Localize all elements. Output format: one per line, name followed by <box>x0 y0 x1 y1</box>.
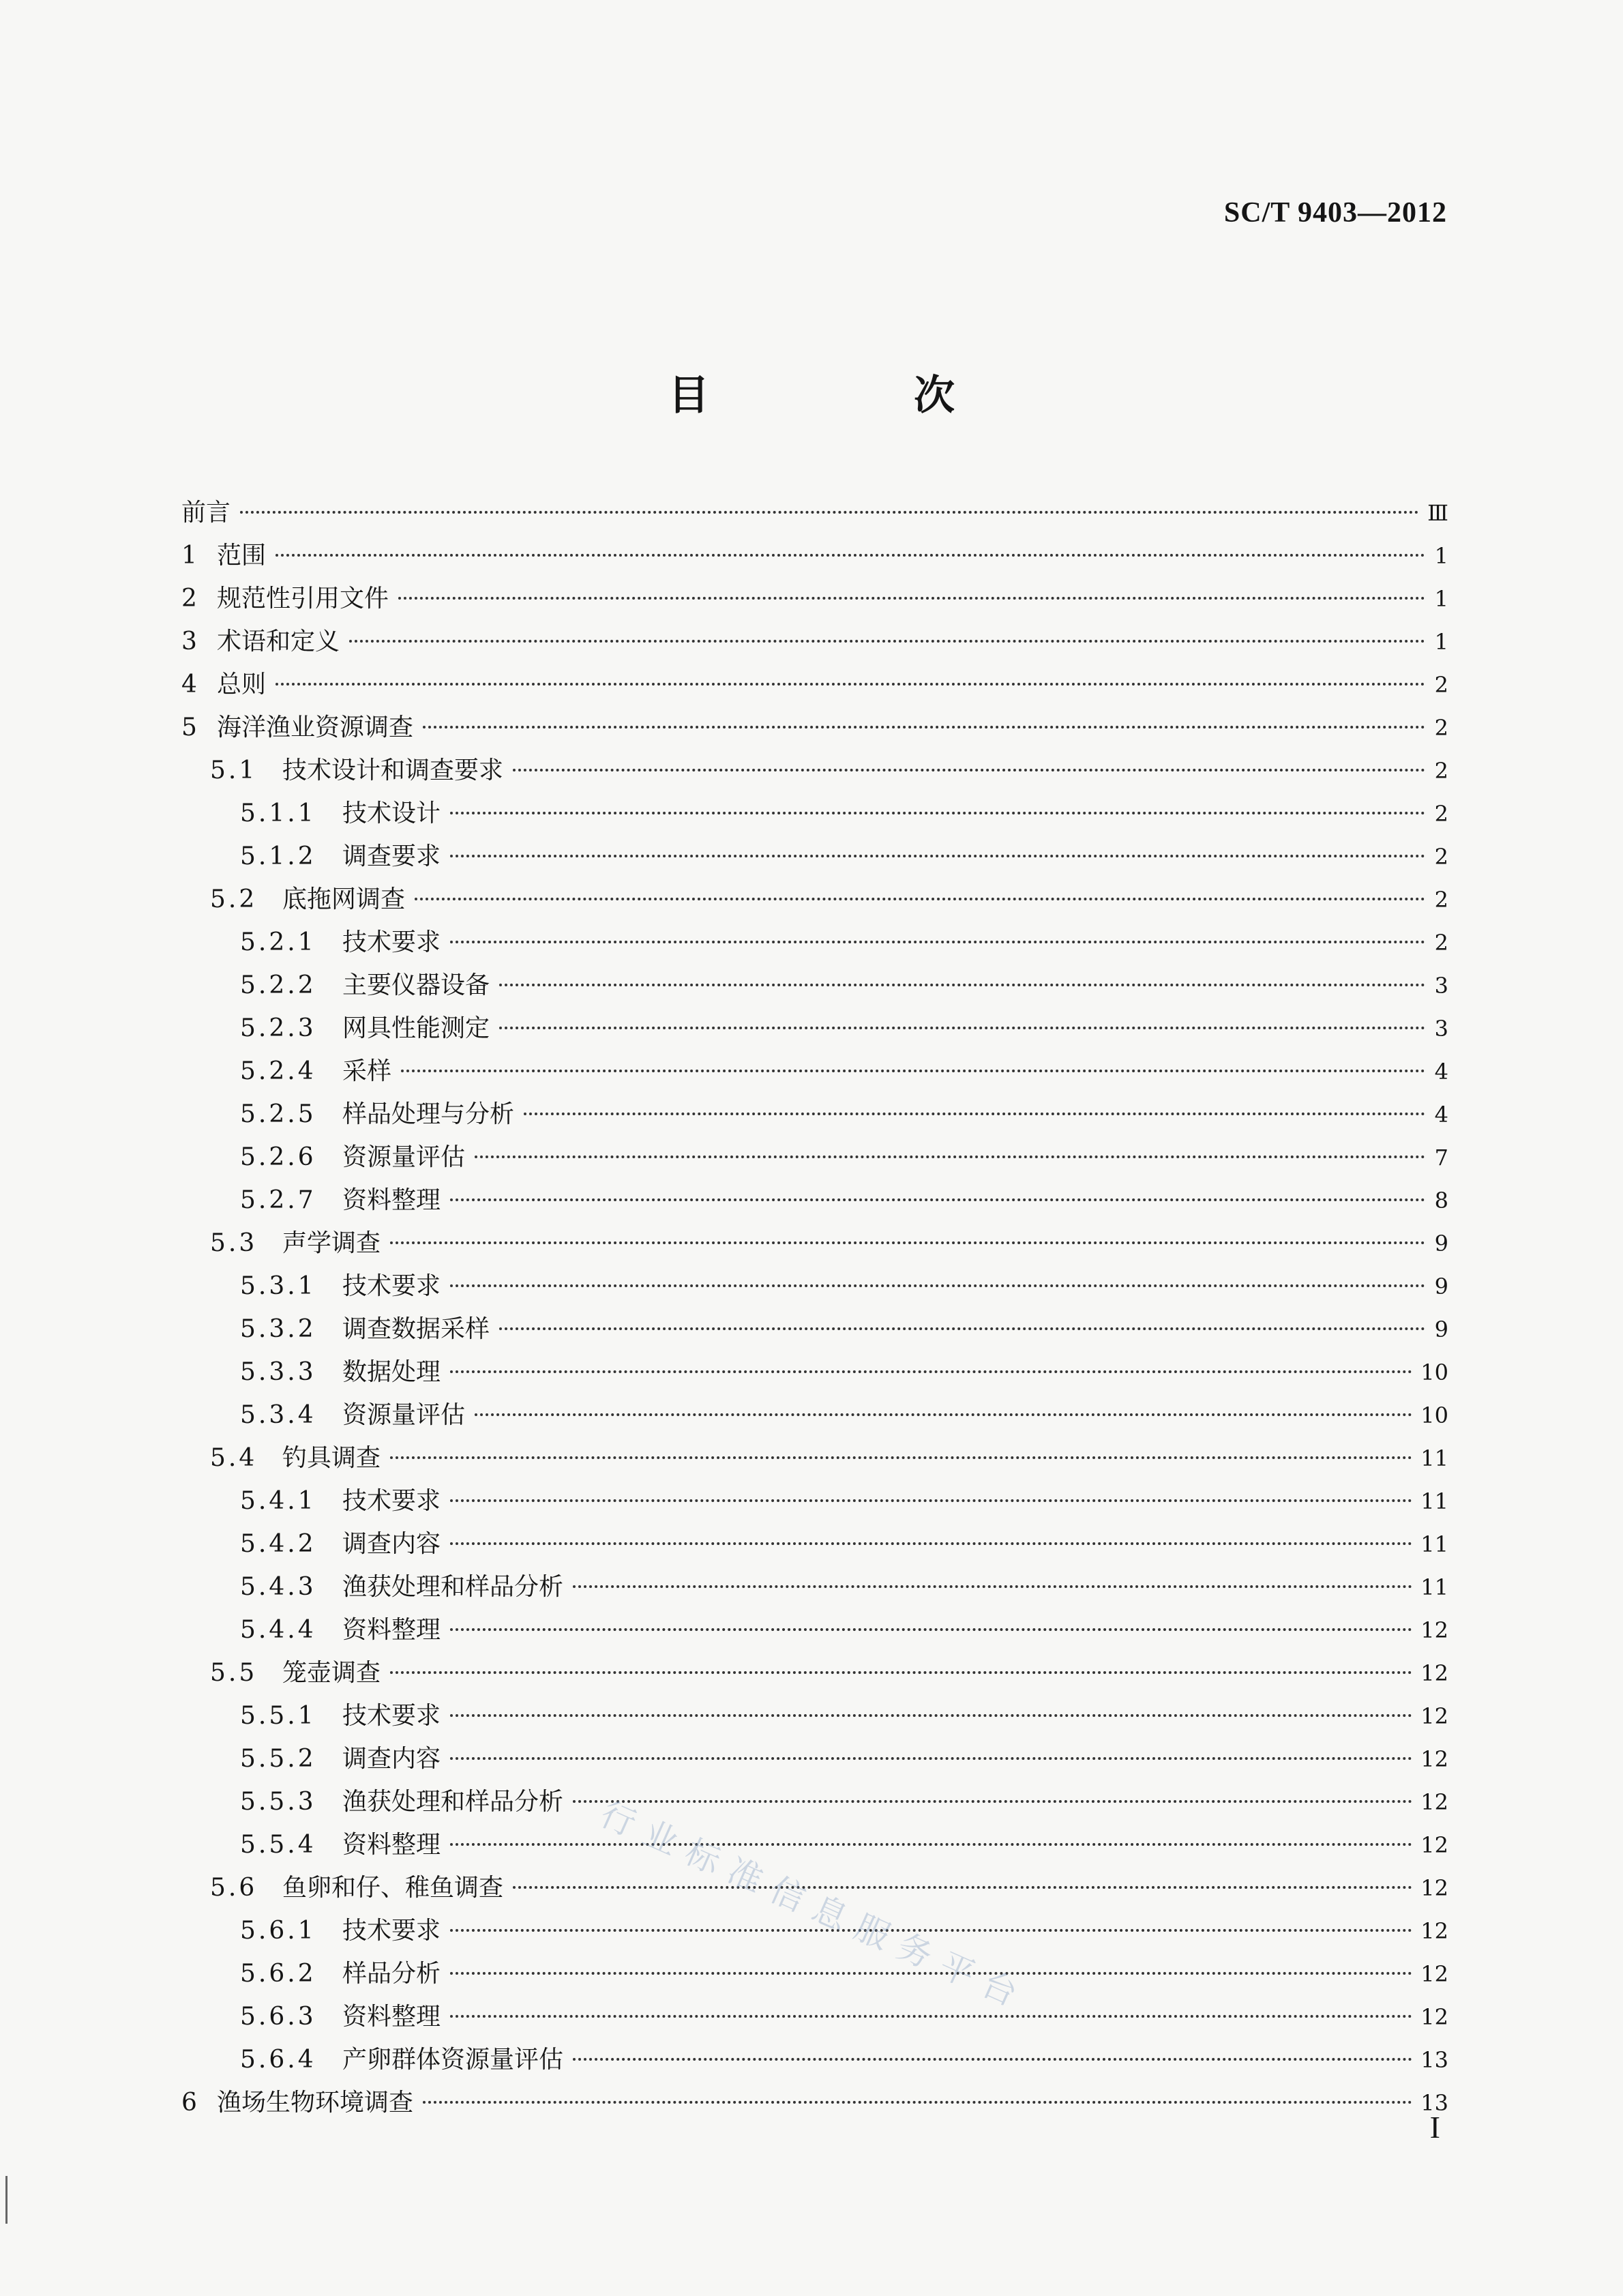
toc-entry-page: 9 <box>1434 1274 1448 1299</box>
dot-leader <box>276 683 1425 686</box>
dot-leader <box>450 1843 1412 1846</box>
toc-entry-number: 5.3.2 <box>240 1315 316 1343</box>
dot-leader <box>499 1327 1425 1330</box>
toc-entry-number: 3 <box>181 628 200 656</box>
toc-entry-label: 资源量评估 <box>342 1143 466 1171</box>
toc-entry-page: 12 <box>1420 1617 1448 1643</box>
toc-entry-page: 1 <box>1434 586 1448 612</box>
toc-entry-label: 渔场生物环境调查 <box>217 2089 414 2117</box>
toc-entry[interactable] <box>181 1265 1448 1308</box>
toc-entry-number: 5.4.2 <box>240 1530 316 1558</box>
toc-entry-number: 4 <box>181 671 200 698</box>
toc-entry-page: 2 <box>1434 930 1448 956</box>
toc-entry-page: 2 <box>1434 672 1448 698</box>
toc-entry-page: 3 <box>1434 973 1448 999</box>
toc-entry-number: 5.2.4 <box>240 1057 316 1085</box>
toc-entry-number: 5.5.4 <box>240 1831 316 1859</box>
toc-entry-number: 5.6.4 <box>240 2046 316 2074</box>
toc-entry-label: 渔获处理和样品分析 <box>342 1573 564 1601</box>
toc-entry-label: 技术要求 <box>342 928 441 956</box>
dot-leader <box>450 1714 1412 1717</box>
toc-entry-page: 8 <box>1434 1188 1448 1213</box>
toc-entry-label: 资料整理 <box>342 1831 441 1859</box>
toc-entry[interactable] <box>181 1522 1448 1565</box>
toc-entry-page: 9 <box>1434 1316 1448 1342</box>
toc-entry-page: 1 <box>1434 543 1448 569</box>
toc-entry-page: 2 <box>1434 715 1448 741</box>
toc-entry-number: 5.4.3 <box>240 1573 316 1601</box>
toc-entry-label: 调查内容 <box>342 1530 441 1558</box>
toc-entry[interactable] <box>181 1480 1448 1522</box>
toc-entry[interactable] <box>181 1050 1448 1093</box>
dot-leader <box>573 2058 1412 2061</box>
toc-entry-label: 技术要求 <box>342 1702 441 1730</box>
toc-entry-label: 主要仪器设备 <box>342 971 490 999</box>
toc-entry-label: 网具性能测定 <box>342 1014 490 1042</box>
toc-entry[interactable] <box>181 1737 1448 1780</box>
toc-entry-label: 样品分析 <box>342 1960 441 1988</box>
toc-entry[interactable] <box>181 1093 1448 1136</box>
toc-entry-number: 5.1.1 <box>240 799 316 827</box>
toc-entry-number: 5.1 <box>210 756 258 784</box>
toc-entry-label: 钓具调查 <box>282 1444 381 1472</box>
toc-entry-number: 5.2 <box>210 885 258 913</box>
toc-entry-label: 前言 <box>181 499 231 527</box>
dot-leader <box>450 1628 1412 1631</box>
toc-entry-number: 5.4 <box>210 1444 258 1472</box>
toc-entry[interactable] <box>181 1995 1448 2038</box>
dot-leader <box>513 1886 1412 1889</box>
toc-entry-number: 5 <box>181 713 200 741</box>
dot-leader <box>573 1800 1412 1803</box>
dot-leader <box>450 812 1425 814</box>
toc-entry[interactable] <box>181 491 1448 534</box>
toc-entry[interactable] <box>181 792 1448 835</box>
toc-entry[interactable] <box>181 1222 1448 1265</box>
toc-entry[interactable] <box>181 1780 1448 1823</box>
toc-entry[interactable] <box>181 1437 1448 1480</box>
toc-entry-page: 11 <box>1420 1488 1448 1514</box>
toc-entry-page: 13 <box>1420 2090 1448 2116</box>
dot-leader <box>423 2101 1412 2104</box>
dot-leader <box>450 2015 1412 2018</box>
toc-entry-page: 12 <box>1420 1660 1448 1686</box>
dot-leader <box>499 1027 1425 1029</box>
scan-edge-mark <box>5 2176 8 2224</box>
toc-entry-number: 5.2.3 <box>240 1014 316 1042</box>
toc-entry-page: 4 <box>1434 1102 1448 1128</box>
toc-entry-page: 12 <box>1420 1789 1448 1815</box>
toc-entry-page: 2 <box>1434 801 1448 827</box>
toc-entry[interactable] <box>181 1952 1448 1995</box>
toc-entry-label: 底拖网调查 <box>282 885 406 913</box>
toc-entry-number: 5.2.2 <box>240 971 316 999</box>
toc-entry-label: 技术要求 <box>342 1917 441 1945</box>
toc-entry[interactable] <box>181 835 1448 878</box>
toc-entry-number: 5.2.1 <box>240 928 316 956</box>
toc-entry-page: 7 <box>1434 1145 1448 1171</box>
dot-leader <box>499 984 1425 986</box>
toc-entry-number: 5.3.1 <box>240 1272 316 1300</box>
dot-leader <box>524 1113 1425 1115</box>
toc-entry-page: 12 <box>1420 1875 1448 1901</box>
dot-leader <box>475 1156 1425 1158</box>
toc-entry-number: 5.2.5 <box>240 1100 316 1128</box>
dot-leader <box>415 898 1425 900</box>
dot-leader <box>390 1456 1412 1459</box>
toc-entry-page: 1 <box>1434 629 1448 655</box>
toc-entry-label: 调查要求 <box>342 842 441 870</box>
toc-entry-number: 5.5.3 <box>240 1788 316 1816</box>
toc-entry-number: 5.6.1 <box>240 1917 316 1945</box>
toc-entry[interactable] <box>181 2081 1448 2124</box>
toc-entry-page: 10 <box>1420 1402 1448 1428</box>
toc-entry-number: 5.2.7 <box>240 1186 316 1214</box>
standard-code: SC/T 9403—2012 <box>1223 197 1447 229</box>
toc-entry[interactable] <box>181 964 1448 1007</box>
toc-entry[interactable] <box>181 878 1448 921</box>
toc-entry-page: 10 <box>1420 1359 1448 1385</box>
dot-leader <box>513 769 1425 771</box>
toc-entry[interactable] <box>181 749 1448 792</box>
toc-entry-page: 11 <box>1420 1531 1448 1557</box>
dot-leader <box>240 511 1419 514</box>
dot-leader <box>450 1542 1412 1545</box>
toc-entry-label: 海洋渔业资源调查 <box>217 713 414 741</box>
toc-entry[interactable] <box>181 921 1448 964</box>
toc-entry-label: 技术设计 <box>342 799 441 827</box>
toc-entry-number: 6 <box>181 2089 200 2117</box>
dot-leader <box>475 1413 1412 1416</box>
dot-leader <box>450 1370 1412 1373</box>
toc-entry-number: 2 <box>181 585 200 613</box>
toc-entry-label: 数据处理 <box>342 1358 441 1386</box>
toc-entry-number: 5.2.6 <box>240 1143 316 1171</box>
toc-entry[interactable] <box>181 534 1448 577</box>
dot-leader <box>450 855 1425 857</box>
toc-entry-label: 总则 <box>217 671 267 698</box>
toc-entry-label: 鱼卵和仔、稚鱼调查 <box>282 1874 504 1902</box>
dot-leader <box>390 1671 1412 1674</box>
toc-entry-page: 11 <box>1420 1574 1448 1600</box>
toc-entry-label: 调查内容 <box>342 1745 441 1773</box>
toc-entry-label: 资料整理 <box>342 1616 441 1644</box>
toc-entry[interactable] <box>181 1308 1448 1351</box>
toc-entry-page: 13 <box>1420 2047 1448 2073</box>
toc-entry-page: 2 <box>1434 758 1448 784</box>
toc-entry[interactable] <box>181 1565 1448 1608</box>
toc-entry-number: 5.3.3 <box>240 1358 316 1386</box>
toc-entry[interactable] <box>181 1136 1448 1179</box>
toc-entry[interactable] <box>181 706 1448 749</box>
dot-leader <box>450 1499 1412 1502</box>
toc-entry[interactable] <box>181 1394 1448 1437</box>
toc-entry-page: 12 <box>1420 1746 1448 1772</box>
toc-entry-number: 5.3.4 <box>240 1401 316 1429</box>
toc-entry-number: 5.4.4 <box>240 1616 316 1644</box>
toc-entry-page: 3 <box>1434 1016 1448 1042</box>
toc-entry-page: 12 <box>1420 1832 1448 1858</box>
toc-entry-label: 资源量评估 <box>342 1401 466 1429</box>
toc-entry[interactable] <box>181 620 1448 663</box>
dot-leader <box>450 941 1425 943</box>
dot-leader <box>349 640 1425 643</box>
toc-entry-label: 技术要求 <box>342 1272 441 1300</box>
toc-entry-number: 5.6.3 <box>240 2003 316 2031</box>
dot-leader <box>398 597 1425 600</box>
toc-entry-page: 9 <box>1434 1231 1448 1256</box>
toc-entry-label: 资料整理 <box>342 1186 441 1214</box>
toc-entry-label: 样品处理与分析 <box>342 1100 515 1128</box>
toc-entry-page: 11 <box>1420 1445 1448 1471</box>
toc-entry[interactable] <box>181 1351 1448 1394</box>
toc-entry-number: 5.3 <box>210 1229 258 1257</box>
toc-entry-number: 1 <box>181 542 200 570</box>
toc-entry-number: 5.6 <box>210 1874 258 1902</box>
dot-leader <box>423 726 1425 728</box>
dot-leader <box>401 1070 1425 1072</box>
toc-entry[interactable] <box>181 1694 1448 1737</box>
toc-entry-number: 5.6.2 <box>240 1960 316 1988</box>
dot-leader <box>276 554 1425 557</box>
toc-entry-page: Ⅲ <box>1427 500 1448 526</box>
toc-entry[interactable] <box>181 1651 1448 1694</box>
dot-leader <box>390 1241 1425 1244</box>
toc-entry[interactable] <box>181 1608 1448 1651</box>
toc-entry[interactable] <box>181 577 1448 620</box>
toc-entry-label: 资料整理 <box>342 2003 441 2031</box>
dot-leader <box>450 1198 1425 1201</box>
toc-entry-label: 范围 <box>217 542 267 570</box>
toc-entry-label: 笼壶调查 <box>282 1659 381 1687</box>
watermark: 行业标准信息服务平台 <box>594 1794 1034 2019</box>
toc-entry-label: 声学调查 <box>282 1229 381 1257</box>
toc-entry-page: 12 <box>1420 1918 1448 1944</box>
toc-entry-page: 4 <box>1434 1059 1448 1085</box>
dot-leader <box>450 1757 1412 1760</box>
toc-entry[interactable] <box>181 663 1448 706</box>
toc-entry-label: 渔获处理和样品分析 <box>342 1788 564 1816</box>
toc-entry-label: 调查数据采样 <box>342 1315 490 1343</box>
dot-leader <box>450 1284 1425 1287</box>
toc-entry-label: 产卵群体资源量评估 <box>342 2046 564 2074</box>
toc-entry-number: 5.5.1 <box>240 1702 316 1730</box>
toc-entry-label: 规范性引用文件 <box>217 585 389 613</box>
toc-entry-number: 5.5.2 <box>240 1745 316 1773</box>
toc-entry-label: 技术要求 <box>342 1487 441 1515</box>
toc-entry[interactable] <box>181 1007 1448 1050</box>
toc-entry[interactable] <box>181 2038 1448 2081</box>
toc-entry-label: 技术设计和调查要求 <box>282 756 504 784</box>
toc-entry-label: 采样 <box>342 1057 392 1085</box>
page-number: I <box>1429 2110 1440 2145</box>
toc-entry-number: 5.1.2 <box>240 842 316 870</box>
toc-entry-page: 12 <box>1420 1961 1448 1987</box>
toc-entry-page: 12 <box>1420 1703 1448 1729</box>
toc-entry[interactable] <box>181 1179 1448 1222</box>
toc-entry-page: 12 <box>1420 2004 1448 2030</box>
toc-entry[interactable] <box>181 1823 1448 1866</box>
dot-leader <box>573 1585 1412 1588</box>
page-title: 目 次 <box>668 372 1037 420</box>
toc-entry-number: 5.5 <box>210 1659 258 1687</box>
toc-entry-page: 2 <box>1434 844 1448 870</box>
toc-entry-label: 术语和定义 <box>217 628 340 656</box>
toc-entry-number: 5.4.1 <box>240 1487 316 1515</box>
toc-entry-page: 2 <box>1434 887 1448 913</box>
